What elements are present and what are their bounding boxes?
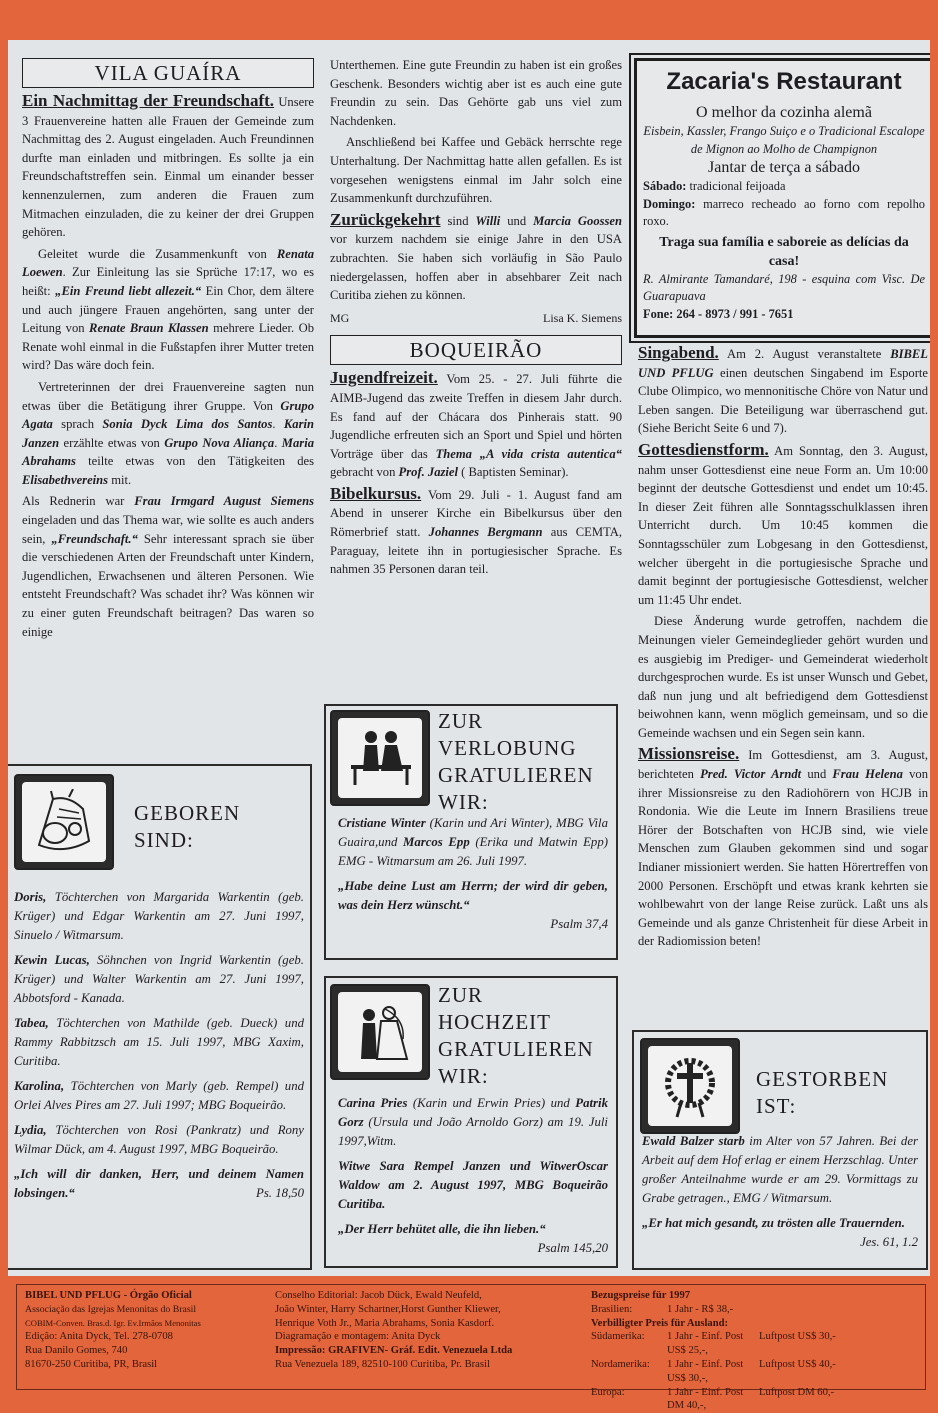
births-title: GEBOREN SIND:	[134, 801, 241, 852]
baby-cradle-icon	[14, 774, 114, 870]
restaurant-dishes: Eisbein, Kassler, Frango Suiço e o Tradicional Escalope de Mignon ao Molho de Champignon	[643, 124, 925, 156]
section-title-boqueirao: BOQUEIRÃO	[330, 335, 622, 365]
birth-entry: Lydia, Töchterchen von Rosi (Pankratz) und Rony Wilmar Dück, am 4. August 1997, MBG Boqueirão.	[14, 1123, 304, 1156]
wedding-verse: „Der Herr behütet alle, die ihn lieben.“	[338, 1222, 546, 1236]
signature-initials: MG	[330, 310, 350, 325]
engagement-text: Cristiane Winter (Karin und Ari Winter), MBG Vila Guaira,und Marcos Epp (Erika und Matwin Epp) EMG - Witmarsum am 26. Juli 1997. „Habe deine Lust am Herrn; der wird dir geben, was dein Herz wünscht.“ Psalm 37,4	[338, 814, 608, 934]
signature-line	[330, 309, 622, 328]
wedding-couple-icon	[330, 984, 430, 1080]
engagement-title: ZUR VERLOBUNG GRATULIEREN WIR:	[438, 709, 594, 814]
article-missionsreise: Missionsreise. Im Gottesdienst, am 3. August, berichteten Pred. Victor Arndt und Frau Helena von ihrer Missionsreise zu den Radiohörern von HCJB in Rondonia. Wie die Leute im Innern Brasiliens treue Hörer der Botschaften von HCJB sind, wie viele Menschen zum Glauben gekommen sind und sogar Indianer missioniert werden. Sie hatten Hörertreffen von 2000 Personen. Erschöpft und etwas krank kehrten sie wohlbewahrt von der lange Reise zurück. Laßt uns als Gemeinde und als ganze Christenheit für diese Arbeit in der Radiomission beten!	[638, 744, 929, 949]
restaurant-phone: Fone: 264 - 8973 / 991 - 7651	[643, 306, 794, 321]
restaurant-invite: Traga sua família e saboreie as delícias da casa!	[659, 234, 909, 269]
restaurant-saturday: Sábado: tradicional feijoada	[643, 179, 786, 193]
engagement-verse: „Habe deine Lust am Herrn; der wird dir geben, was dein Herz wünscht.“	[338, 879, 608, 912]
article-singabend: Singabend. Am 2. August veranstaltete BIBEL UND PFLUG einen deutschen Singabend im Esporte Clube Olimpico, wo mennonitische Chöre von Natur und Leben sangen. Die Beteiligung war überraschend gut. (Siehe Bericht Seite 6 und 7).	[638, 343, 928, 436]
imprint-editorial: Conselho Editorial: Jacob Dück, Ewald Neufeld, João Winter, Harry Schartner,Horst Gunther Kliewer, Henrique Voth Jr., Maria Abrahams, Sonia Kasdorf. Diagramação e montagem: Anita Dyck Impressão: GRAFIVEN- Gráf. Edit. Venezuela Ltda Rua Venezuela 189, 82510-100 Curitiba, Pr. Brasil	[275, 1290, 513, 1370]
signature-author: Lisa K. Siemens	[543, 310, 622, 325]
keyword-missionsreise: Missionsreise.	[638, 744, 740, 764]
restaurant-tagline: O melhor da cozinha alemã	[696, 104, 872, 121]
keyword-zurueckgekehrt: Zurückgekehrt	[330, 209, 441, 229]
price-row: Nordamerika: 1 Jahr - Einf. Post US$ 30,-, Luftpost US$ 40,-	[591, 1358, 836, 1384]
article-freundschaft-end: Anschließend bei Kaffee und Gebäck herrschte rege Unterhaltung. Der Nachmittag hatte allen gefallen. Es ist vorgesehen wenigstens einmal im Jahr solch eine Zusammenkunft durchzuführen.	[330, 135, 622, 206]
wedding-entry: Carina Pries (Karin und Erwin Pries) und Patrik Gorz (Ursula und João Arnoldo Gorz) am 19. Juli 1997,Witm.	[338, 1096, 608, 1148]
death-title: GESTORBEN IST:	[756, 1067, 889, 1118]
article-gottesdienstform: Gottesdienstform. Am Sonntag, den 3. August, nahm unser Gottesdienst eine neue Form an. Um 10:00 beginnt der deutsche Gottesdienst und endet um 10:45. In dieser Zeit führen alle Sonntagsschulklassen ihren Unterricht durch. Um 10:45 kommen die Sonntagsschüler zum Lobgesang in den Gottesdienst, welcher übergeht in die portugiesische Sprache und damit beginnt der portugiesische Gottesdienst, welcher um 11:45 Uhr endet.	[638, 439, 928, 607]
imprint-publisher: BIBEL UND PFLUG - Órgão Oficial Associação das Igrejas Menonitas do Brasil COBIM-Conven. Bras.d. Igr. Ev.Irmãos Menonitas Edição: Anita Dyck, Tel. 278-0708 Rua Danilo Gomes, 740 81670-250 Curitiba, PR, Brasil	[25, 1290, 201, 1370]
article-freundschaft-p2: Geleitet wurde die Zusammenkunft von Renata Loewen. Zur Einleitung las sie Sprüche 17:17, wo es heißt: „Ein Freund liebt allezeit.“ Ein Chor, dem ältere und auch jüngere Frauen angehörten, sang unter der Leitung von Renate Braun Klassen mehrere Lieder. Ob Renate wohl einmal in die Fußstapfen ihrer Mutter treten wird? Das wäre doch fein.	[22, 246, 315, 373]
wedding-verse-ref: Psalm 145,20	[537, 1241, 608, 1255]
section-title-vila-guaira: VILA GUAÍRA	[22, 58, 314, 88]
article-zurueckgekehrt: Zurückgekehrt sind Willi und Marcia Goossen vor kurzem nachdem sie einige Jahre in den USA zubrachten. Sie haben sich vorläufig in São Paulo niedergelassen, hoffen aber in absehbarer Zeit nach Curitiba ziehen zu können.	[330, 209, 623, 303]
imprint-prices: Bezugspreise für 1997 Brasilien: 1 Jahr - R$ 38,- Verbilligter Preis für Ausland: Südamerika: 1 Jahr - Einf. Post US$ 25,-, Luftpost US$ 30,- Nordamerika: 1 Jahr - Einf. Post US$ 30,-, Luftpost US$ 40,- Europa: 1 Jahr - Einf. Post DM 40,-, Luftpost DM 60,-	[591, 1289, 921, 1413]
keyword-jugendfreizeit: Jugendfreizeit.	[330, 368, 438, 388]
restaurant-sunday: Domingo: marreco recheado ao forno com repolho roxo.	[643, 196, 925, 228]
article-freundschaft-p3: Vertreterinnen der drei Frauenvereine sagten nun etwas über die Betätigung ihrer Gruppe. Von Grupo Agata sprach Sonia Dyck Lima dos Santos. Karin Janzen erzählte etwas von Grupo Nova Aliança. Maria Abrahams teilte etwas von den Tätigkeiten des Elisabethvereins mit.	[22, 379, 315, 487]
price-row: Südamerika: 1 Jahr - Einf. Post US$ 25,-, Luftpost US$ 30,-	[591, 1331, 836, 1357]
keyword-nachmittag: Ein Nachmittag der Freundschaft.	[22, 91, 275, 110]
birth-entry: Tabea, Töchterchen von Mathilde (geb. Dueck) und Rammy Rabbitzsch am 15. Juli 1997, MBG Xaxim, Curitiba.	[14, 1016, 304, 1068]
keyword-singabend: Singabend.	[638, 343, 719, 362]
restaurant-dinner: Jantar de terça a sábado	[708, 159, 860, 176]
engaged-couple-icon	[330, 710, 430, 806]
death-verse: „Er hat mich gesandt, zu trösten alle Trauernden. Jes. 61, 1.2	[642, 1216, 918, 1249]
engagement-verse-ref: Psalm 37,4	[550, 917, 608, 931]
price-row: Europa: 1 Jahr - Einf. Post DM 40,-, Luftpost DM 60,-	[591, 1386, 835, 1412]
births-list	[14, 888, 304, 1203]
restaurant-ad	[634, 58, 930, 338]
article-bibelkursus: Bibelkursus. Vom 29. Juli - 1. August fand am Abend in unserer Kirche ein Bibelkursus über den Römerbrief statt. Johannes Bergmann aus CEMTA, Paraguay, leitete ihn in portugiesischer Sprache. Es nahmen 35 Personen daran teil.	[330, 483, 622, 577]
newspaper-page	[8, 40, 930, 1276]
cross-wreath-icon	[640, 1038, 740, 1134]
wedding-title: ZUR HOCHZEIT GRATULIEREN WIR:	[438, 983, 594, 1088]
article-freundschaft-p1: Ein Nachmittag der Freundschaft. Unsere 3 Frauenvereine hatten alle Frauen der Gemeinde zum Nachmittag des 2. August eingeladen. Auch Freundinnen durfte man einladen und mitbringen. Es sollte ja ein Freundschaftstreffen sein. Einmal um einander besser kennenzulernen, zum anderen die Frauen zum Mitmachen einzuladen, die zu keiner der drei Gruppen gehören.	[22, 91, 314, 240]
article-freundschaft-p4: Als Rednerin war Frau Irmgard August Siemens eingeladen und das Thema war, wie sollte es auch anders sein, „Freundschaft.“ Sehr interessant sprach sie über die verschiedenen Arten der Freundschaft unter Kindern, Jugendlichen, Erwachsenen und älteren Personen. Wie entsteht Freundschaft? Was schadet ihr? Was können wir zu einer guten Freundschaft beitragen? Das waren so einige	[22, 494, 314, 639]
keyword-gottesdienstform: Gottesdienstform.	[638, 439, 769, 459]
death-text: Ewald Balzer starb im Alter von 57 Jahren. Bei der Arbeit auf dem Hof erlag er einem Herzschlag. Unter großer Anteilnahme wurde er am 29. Vormittags zu Grabe getragen., EMG / Witmarsum. „Er hat mich gesandt, zu trösten alle Trauernden. Jes. 61, 1.2	[642, 1134, 918, 1249]
birth-entry: Karolina, Töchterchen von Marly (geb. Rempel) und Orlei Alves Pires am 27. Juli 1997; MBG Boqueirão.	[14, 1079, 304, 1112]
right-column	[638, 344, 928, 954]
left-column	[22, 58, 314, 644]
births-verse: „Ich will dir danken, Herr, und deinem Namen lobsingen.“ Ps. 18,50	[14, 1167, 304, 1200]
wedding-text	[338, 1094, 608, 1258]
article-freundschaft-cont: Unterthemen. Eine gute Freundin zu haben ist ein großes Geschenk. Besonders wichtig aber ist es auch eine gute Freundin zu sein. Das Gehörte gab uns viel zum Nachdenken.	[330, 58, 622, 128]
restaurant-address: R. Almirante Tamandaré, 198 - esquina com Visc. De Guarapuava	[643, 271, 925, 303]
article-gottesdienstform-p2: Diese Änderung wurde getroffen, nachdem die Meinungen vieler Gemeindeglieder gehört wurden und es ausgiebig im Prediger- und Gemeinderat wiederholt durchgesprochen wurde. Es ist unser Wunsch und Gebet, daß nun jung und alt befriedigend dem Gottesdienst beiwohnen kann, wenn möglich gemeinsam, und so die Gemeinde wachsen und ein Segen sein kann.	[638, 614, 928, 740]
birth-entry: Doris, Töchterchen von Margarida Warkentin (geb. Krüger) und Edgar Warkentin am 27. Juni 1997, Sinuelo / Witmarsum.	[14, 890, 304, 942]
middle-column	[330, 56, 622, 582]
article-jugendfreizeit: Jugendfreizeit. Vom 25. - 27. Juli führte die AIMB-Jugend das zweite Treffen in diesem Jahr durch. Es fand auf der Chácara dos Pinherais statt. 90 Jugendliche erfreuten sich an Sport und Spiel und hörten Vorträge über das Thema „A vida crista autentica“ gebracht von Prof. Jaziel ( Baptisten Seminar).	[330, 368, 622, 480]
birth-entry: Kewin Lucas, Söhnchen von Ingrid Warkentin (geb. Krüger) und Walter Warkentin am 27. Juni 1997, Abbotsford - Kanada.	[14, 953, 304, 1005]
keyword-bibelkursus: Bibelkursus.	[330, 483, 422, 503]
restaurant-name: Zacaria's Restaurant	[666, 68, 902, 95]
imprint-footer	[16, 1284, 926, 1412]
wedding-entry: Witwe Sara Rempel Janzen und WitwerOscar Waldow am 2. August 1997, MBG Boqueirão Curitiba.	[338, 1159, 608, 1211]
